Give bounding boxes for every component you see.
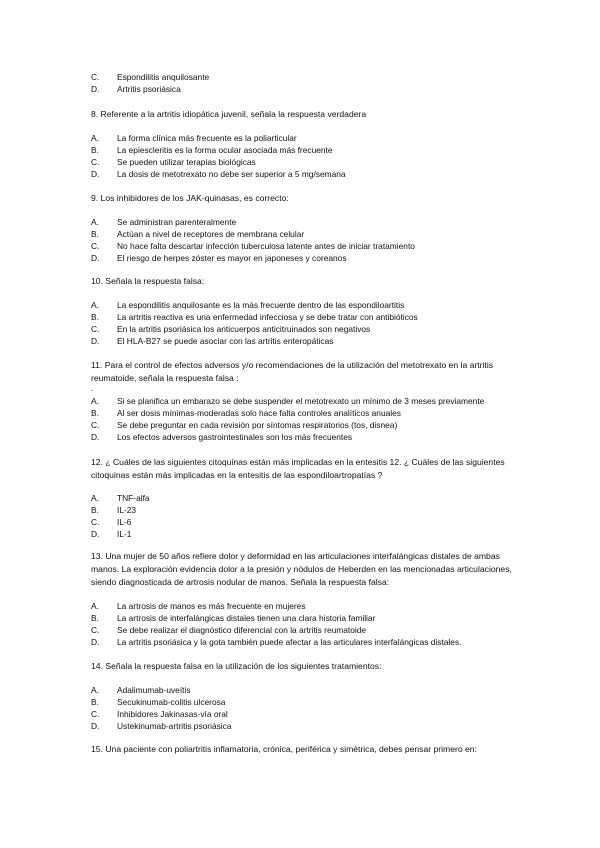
option: D. Ustekinumab-artritis psoriásica <box>91 721 232 731</box>
option: C. IL-6 <box>91 517 132 527</box>
option: B. Al ser dosis mínimas-moderadas solo hace falta controles analíticos anuales <box>91 408 401 418</box>
question-12-stem: 12. ¿ Cuáles de las siguientes citoquinas están más implicadas en la entesitis 12. ¿ Cuáles de las siguientes citoquinas están más implicadas en la entesitis de las espondiloartropatías ? <box>91 457 505 480</box>
question-9-stem: 9. Los inhibidores de los JAK-quinasas, es correcto: <box>91 193 289 203</box>
question-11-options <box>91 395 521 443</box>
option: D. La dosis de metotrexato no debe ser superior a 5 mg/semana <box>91 169 346 179</box>
question-8-stem: 8. Referente a la artritis idiopática juvenil, señala la respuesta verdadera <box>91 109 367 119</box>
option: A. La espondilitis anquilosante es la más frecuente dentro de las espondiloartitis <box>91 300 405 310</box>
option: C. Inhibidores Jakinasas-vía oral <box>91 709 228 719</box>
option: D. El HLA-B27 se puede asociar con las artritis enteropáticas <box>91 336 334 346</box>
question-15-stem: 15. Una paciente con poliartritis inflamatoria, crónica, periférica y simétrica, debes pensar primero en: <box>91 744 477 754</box>
option: B. La artrosis de interfalángicas distales tienen una clara historia familiar <box>91 613 376 623</box>
question-14-stem: 14. Señala la respuesta falsa en la utilización de los siguientes tratamientos: <box>91 661 382 671</box>
option: D. IL-1 <box>91 529 132 539</box>
question-8-options <box>91 132 521 180</box>
option: C. Se debe realizar el diagnóstico diferencial con la artritis reumatoide <box>91 625 367 635</box>
option: D. Los efectos adversos gastrointestinales son los más frecuentes <box>91 432 353 442</box>
option: C. En la artritis psoriásica los anticuerpos anticitruinados son negativos <box>91 324 371 334</box>
option: D. La artritis psoriásica y la gota también puede afectar a las articulares interfalángicas distales. <box>91 637 462 647</box>
option: A. Si se planifica un embarazo se debe suspender el metotrexato un mínimo de 3 meses previamente <box>91 396 485 406</box>
option: A. Se administran parenteralmente <box>91 217 237 227</box>
option: C. Se debe preguntar en cada revisión por síntomas respiratorios (tos, disnea) <box>91 420 398 430</box>
option: D. El riesgo de herpes zóster es mayor en japoneses y coreanos <box>91 253 347 263</box>
option: B. Secukinumab-colitis ulcerosa <box>91 697 226 707</box>
question-11-stem: 11. Para el control de efectos adversos y/o recomendaciones de la utilización del metotrexato en la artritis reumatoide, señala la respuesta falsa : <box>91 360 494 383</box>
previous-question-options <box>91 71 521 95</box>
question-10-stem: 10. Señala la respuesta falsa: <box>91 276 205 286</box>
question-12-options <box>91 492 521 540</box>
question-14-options <box>91 684 521 732</box>
option: B. La artritis reactiva es una enfermedad infecciosa y se debe tratar con antibióticos <box>91 312 418 322</box>
option: B. La epiescleritis es la forma ocular asociada más frecuente <box>91 145 333 155</box>
option: C. Espondilitis anquilosante <box>91 72 210 82</box>
stray-mark: . <box>91 384 94 393</box>
option: A. Adalimumab-uveítis <box>91 685 191 695</box>
question-13-stem: 13. Una mujer de 50 años refiere dolor y deformidad en las articulaciones interfalángicas distales de ambas manos. La exploración evidencia dolor a la presión y nódulos de Heberden en las mencionadas articulaciones, siendo diagnosticada de artrosis nodular de manos. Señala la respuesta falsa: <box>91 551 512 587</box>
question-13-options <box>91 600 521 648</box>
option: A. La artrosis de manos es más frecuente en mujeres <box>91 601 306 611</box>
option: A. La forma clínica más frecuente es la poliarticular <box>91 133 297 143</box>
option: D. Artritis psoriásica <box>91 84 181 94</box>
option: B. Actúan a nivel de receptores de membrana celular <box>91 229 305 239</box>
question-9-options <box>91 216 521 264</box>
option: A. TNF-alfa <box>91 493 150 503</box>
option: B. IL-23 <box>91 505 137 515</box>
question-10-options <box>91 299 521 347</box>
option: C. Se pueden utilizar terapias biológicas <box>91 157 256 167</box>
option: C. No hace falta descartar infección tuberculosa latente antes de iniciar tratamiento <box>91 241 415 251</box>
